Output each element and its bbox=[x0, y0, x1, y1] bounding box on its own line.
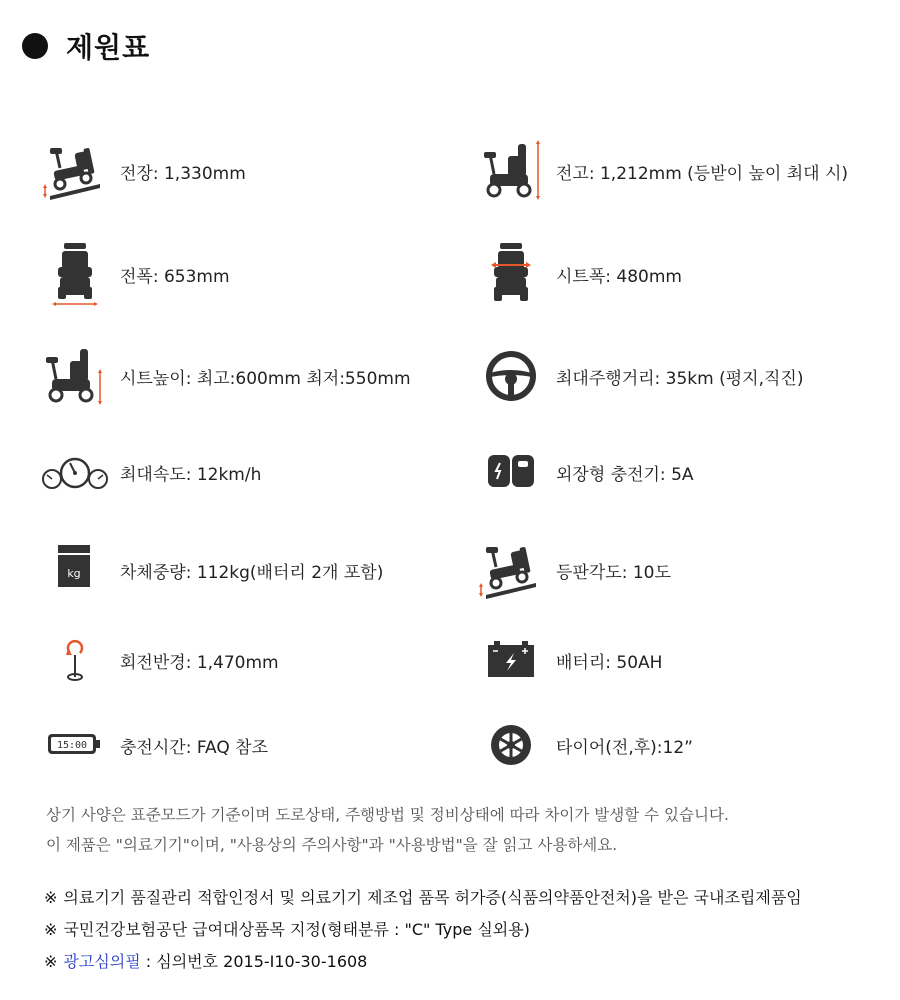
spec-climb-label: 등판각도: 10도 bbox=[556, 562, 671, 583]
spec-weight bbox=[42, 537, 383, 603]
spec-seat-height-label: 시트높이: 최고:600mm 최저:550mm bbox=[120, 368, 411, 389]
disclaimer-line-1: 상기 사양은 표준모드가 기준이며 도로상태, 주행방법 및 정비상태에 따라 차이가 발생할 수 있습니다. bbox=[46, 806, 729, 824]
cert-line-3 bbox=[44, 946, 802, 978]
spec-charger bbox=[478, 439, 694, 505]
spec-range-label: 최대주행거리: 35km (평지,직진) bbox=[556, 368, 804, 389]
note-mark: ※ bbox=[44, 888, 58, 907]
cert-line-1 bbox=[44, 882, 802, 914]
seat-width-icon bbox=[478, 241, 544, 307]
cert-line-2-text: 국민건강보험공단 급여대상품목 지정(형태분류 : "C" Type 실외용) bbox=[63, 920, 530, 939]
spec-seat-width bbox=[478, 241, 682, 307]
charger-icon bbox=[478, 439, 544, 505]
ad-review-link[interactable]: 광고심의필 bbox=[63, 952, 141, 971]
weight-icon-text: kg bbox=[67, 567, 81, 580]
note-mark: ※ bbox=[44, 920, 58, 939]
battery-icon bbox=[478, 627, 544, 693]
spec-weight-label: 차체중량: 112kg(배터리 2개 포함) bbox=[120, 562, 384, 583]
spec-width-label: 전폭: 653mm bbox=[120, 266, 230, 287]
cert-line-3-text: : 심의번호 2015-I10-30-1608 bbox=[140, 952, 368, 971]
spec-seat-width-label: 시트폭: 480mm bbox=[556, 266, 682, 287]
climb-angle-icon bbox=[478, 537, 544, 603]
disclaimer bbox=[46, 800, 729, 860]
disclaimer-line-2: 이 제품은 "의료기기"이며, "사용상의 주의사항"과 "사용방법"을 잘 읽고 사용하세요. bbox=[46, 836, 618, 854]
spec-battery-label: 배터리: 50AH bbox=[556, 652, 663, 673]
spec-turning bbox=[42, 627, 279, 693]
spec-climb bbox=[478, 537, 671, 603]
spec-tire bbox=[478, 712, 693, 778]
spec-range bbox=[478, 343, 803, 409]
spec-seat-height bbox=[42, 343, 411, 409]
turning-radius-icon bbox=[42, 627, 108, 693]
spec-length bbox=[42, 138, 246, 204]
steering-wheel-icon bbox=[478, 343, 544, 409]
spec-charge-time-label: 충전시간: FAQ 참조 bbox=[120, 737, 268, 758]
spec-turning-label: 회전반경: 1,470mm bbox=[120, 652, 279, 673]
spec-battery bbox=[478, 627, 662, 693]
bullet-icon bbox=[22, 33, 48, 59]
spec-speed bbox=[42, 439, 261, 505]
page-title: 제원표 bbox=[66, 31, 151, 64]
spec-length-label: 전장: 1,330mm bbox=[120, 163, 246, 184]
charge-time-icon-text: 15:00 bbox=[56, 740, 88, 751]
spec-width bbox=[42, 241, 230, 307]
spec-charger-label: 외장형 충전기: 5A bbox=[556, 464, 694, 485]
speedometer-icon bbox=[42, 439, 108, 505]
page-header bbox=[22, 26, 150, 66]
scooter-height-icon bbox=[478, 138, 544, 204]
certifications bbox=[44, 882, 802, 978]
note-mark: ※ bbox=[44, 952, 58, 971]
cert-line-2 bbox=[44, 914, 802, 946]
spec-speed-label: 최대속도: 12km/h bbox=[120, 464, 262, 485]
weight-icon bbox=[42, 537, 108, 603]
charge-time-icon bbox=[42, 712, 108, 778]
scooter-front-width-icon bbox=[42, 241, 108, 307]
spec-charge-time bbox=[42, 712, 268, 778]
tire-icon bbox=[478, 712, 544, 778]
spec-height bbox=[478, 138, 848, 204]
scooter-ramp-icon bbox=[42, 138, 108, 204]
spec-height-label: 전고: 1,212mm (등받이 높이 최대 시) bbox=[556, 163, 849, 184]
seat-height-icon bbox=[42, 343, 108, 409]
spec-tire-label: 타이어(전,후):12” bbox=[556, 737, 693, 758]
cert-line-1-text: 의료기기 품질관리 적합인정서 및 의료기기 제조업 품목 허가증(식품의약품안전처)을 받은 국내조립제품임 bbox=[63, 888, 802, 907]
